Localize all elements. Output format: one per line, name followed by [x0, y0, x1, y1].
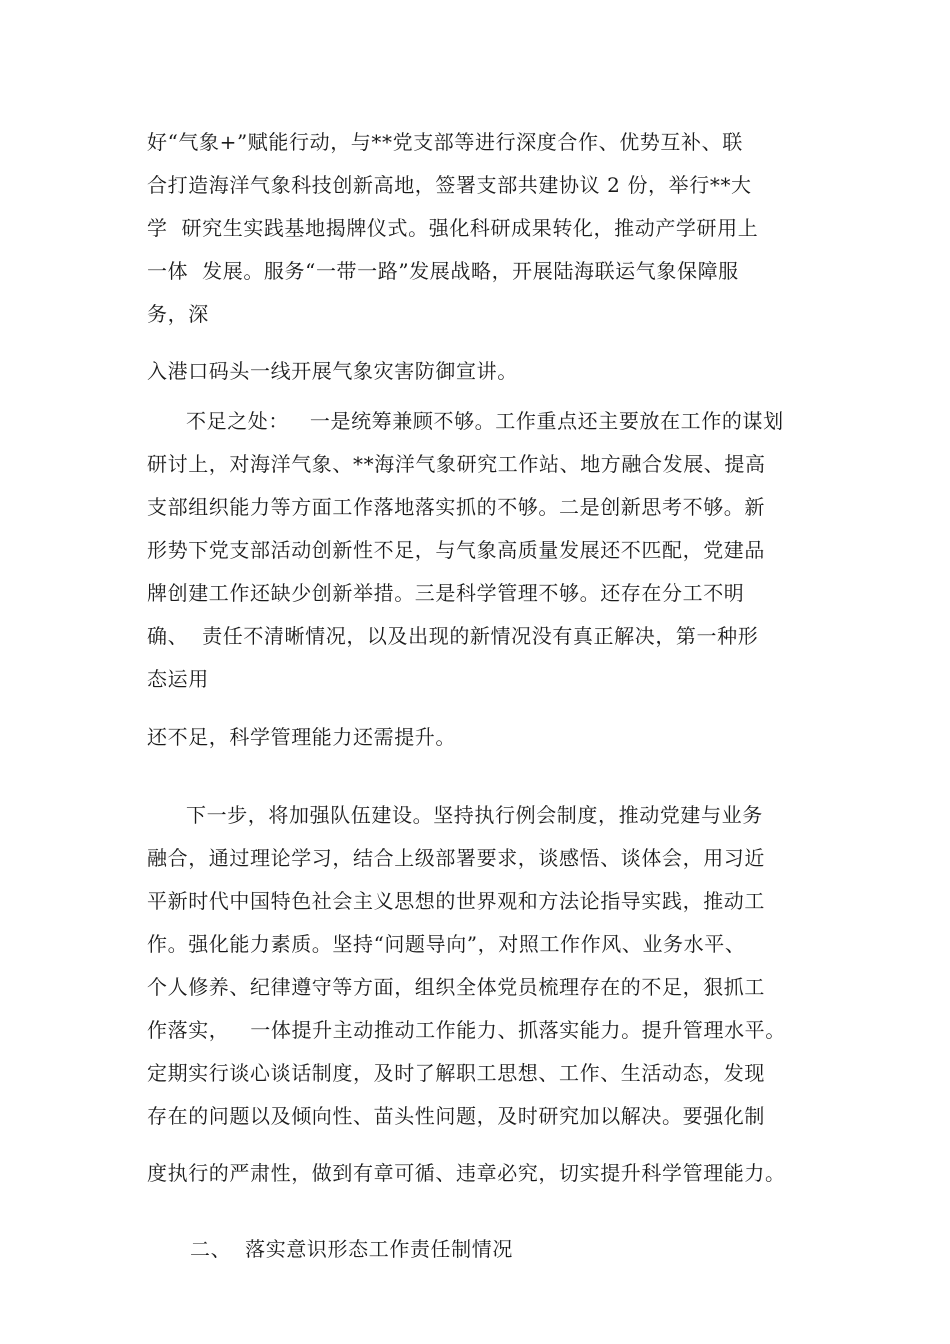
paragraph-2-line-4: 形势下党支部活动创新性不足，与气象高质量发展还不匹配，党建品 [147, 538, 765, 562]
paragraph-3-line-8: 存在的问题以及倾向性、苗头性问题，及时研究加以解决。要强化制 [147, 1104, 765, 1128]
paragraph-1-line-2: 合打造海洋气象科技创新高地，签署支部共建协议 2 份，举行**大 [147, 173, 752, 197]
paragraph-2-line-3: 支部组织能力等方面工作落地落实抓的不够。二是创新思考不够。新 [147, 495, 765, 519]
section-heading: 二、 落实意识形态工作责任制情况 [190, 1237, 513, 1261]
paragraph-2-line-7: 态运用 [147, 667, 209, 691]
paragraph-1-line-4: 一体 发展。服务“一带一路”发展战略，开展陆海联运气象保障服 [147, 259, 739, 283]
paragraph-1-line-6: 入港口码头一线开展气象灾害防御宣讲。 [147, 359, 518, 383]
paragraph-3-line-4: 作。强化能力素质。坚持“问题导向”，对照工作作风、业务水平、 [147, 932, 746, 956]
paragraph-3-line-3: 平新时代中国特色社会主义思想的世界观和方法论指导实践，推动工 [147, 889, 765, 913]
paragraph-2-line-1: 不足之处： 一是统筹兼顾不够。工作重点还主要放在工作的谋划 [186, 409, 784, 433]
paragraph-1-line-1: 好“气象+”赋能行动，与**党支部等进行深度合作、优势互补、联 [147, 130, 743, 154]
paragraph-3-line-2: 融合，通过理论学习，结合上级部署要求，谈感悟、谈体会，用习近 [147, 846, 765, 870]
paragraph-3-line-7: 定期实行谈心谈话制度，及时了解职工思想、工作、生活动态，发现 [147, 1061, 765, 1085]
paragraph-2-line-6: 确、 责任不清晰情况，以及出现的新情况没有真正解决，第一种形 [147, 624, 759, 648]
paragraph-3-line-1: 下一步，将加强队伍建设。坚持执行例会制度，推动党建与业务 [186, 803, 763, 827]
paragraph-3-line-6: 作落实， 一体提升主动推动工作能力、抓落实能力。提升管理水平。 [147, 1018, 786, 1042]
paragraph-3-line-5: 个人修养、纪律遵守等方面，组织全体党员梳理存在的不足，狠抓工 [147, 975, 765, 999]
paragraph-2-line-8: 还不足，科学管理能力还需提升。 [147, 725, 456, 749]
paragraph-1-line-5: 务，深 [147, 302, 209, 326]
paragraph-2-line-5: 牌创建工作还缺少创新举措。三是科学管理不够。还存在分工不明 [147, 581, 745, 605]
paragraph-1-line-3: 学 研究生实践基地揭牌仪式。强化科研成果转化，推动产学研用上 [147, 216, 759, 240]
paragraph-3-line-9: 度执行的严肃性，做到有章可循、违章必究，切实提升科学管理能力。 [147, 1161, 786, 1185]
paragraph-2-line-2: 研讨上，对海洋气象、**海洋气象研究工作站、地方融合发展、提高 [147, 452, 766, 476]
